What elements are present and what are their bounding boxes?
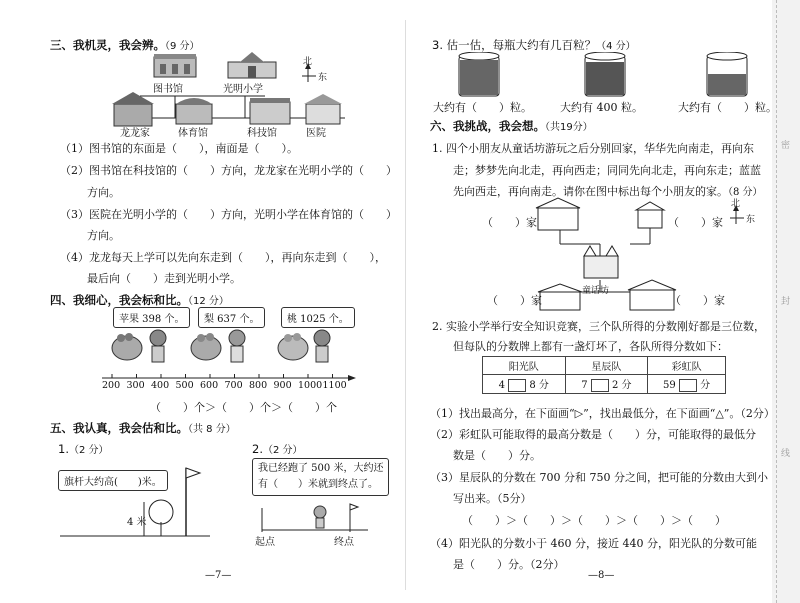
page-divider xyxy=(405,20,406,590)
r-s6-q1: （1）找出最高分，在下面画“▷”，找出最低分，在下面画“△”。（2分） xyxy=(430,407,775,420)
bubble-apple: 苹果 398 个。 xyxy=(113,307,190,328)
score-table xyxy=(482,356,726,394)
label-longlong: 龙龙家 xyxy=(120,128,150,139)
school-building xyxy=(228,52,276,78)
peach-basket xyxy=(278,333,308,360)
library-building xyxy=(154,54,196,77)
s3-q2b: 方向。 xyxy=(87,186,120,199)
s4-compare: （ ）个＞（ ）个＞（ ）个 xyxy=(150,401,337,414)
jar-3 xyxy=(707,52,747,96)
end-label: 终点 xyxy=(334,537,354,548)
house-south-east xyxy=(628,280,676,310)
seal-line xyxy=(776,0,778,603)
compass-north: 北 xyxy=(303,57,313,67)
broken-light-box xyxy=(508,379,526,392)
child-3 xyxy=(314,330,330,362)
page-number-left: —7— xyxy=(205,570,232,581)
margin-char-3: 线 xyxy=(781,449,791,459)
margin-char-2: 封 xyxy=(781,297,791,307)
team-score-1: 4 8 分 xyxy=(483,375,566,394)
r-p1a: 1. 四个小朋友从童话坊游玩之后分别回家，华华先向南走，再向东 xyxy=(432,142,754,155)
run-bubble: 我已经跑了 500 米，大约还 有（ ）米就到终点了。 xyxy=(252,458,389,496)
bubble-peach: 桃 1025 个。 xyxy=(281,307,355,328)
r-p1b: 走；梦梦先向北走，再向西走；同同先向北走，再向东走；蓝蓝 xyxy=(453,164,761,177)
s3-q4a: （4）龙龙每天上学可以先向东走到（ ），再向东走到（ ）， xyxy=(60,251,386,264)
team-header-2: 星辰队 xyxy=(565,357,648,375)
start-label: 起点 xyxy=(255,537,275,548)
house-north-west xyxy=(536,198,580,230)
jar-3-label: 大约有（ ）粒。 xyxy=(678,101,777,114)
pear-basket xyxy=(191,333,221,360)
jars-illustration xyxy=(455,52,755,97)
label-library: 图书馆 xyxy=(153,84,183,95)
s3-q3b: 方向。 xyxy=(87,229,120,242)
tree-height: 4 米 xyxy=(127,517,147,528)
jar-2 xyxy=(585,52,625,96)
number-line-tick-label: 600 xyxy=(200,380,219,391)
r-s6-q3b: 写出来。（5分） xyxy=(453,492,532,505)
compass-east-right: 东 xyxy=(746,215,756,225)
team-header-1: 阳光队 xyxy=(483,357,566,375)
s3-q1: （1）图书馆的东面是（ ），南面是（ ）。 xyxy=(60,142,298,155)
label-gym: 体育馆 xyxy=(178,128,208,139)
team-score-2: 7 2 分 xyxy=(565,375,648,394)
team-score-3: 59 分 xyxy=(648,375,726,394)
child-2 xyxy=(229,330,245,362)
castle xyxy=(584,246,618,278)
label-school: 光明小学 xyxy=(223,84,263,95)
flag-tree-illustration xyxy=(60,462,220,542)
home-se: （ ）家 xyxy=(670,294,725,307)
number-line-tick-label: 400 xyxy=(151,380,170,391)
number-line-tick-label: 700 xyxy=(224,380,243,391)
number-line-tick-label: 1000 xyxy=(298,380,323,391)
section-5-title: 五、我认真，我会估和比。（共 8 分） xyxy=(50,421,236,435)
label-hospital: 医院 xyxy=(306,128,326,139)
s3-q3a: （3）医院在光明小学的（ ）方向，光明小学在体育馆的（ ） xyxy=(60,208,397,221)
number-line-tick-label: 1100 xyxy=(322,380,347,391)
number-line-tick-label: 800 xyxy=(249,380,268,391)
house-north-east xyxy=(636,202,664,228)
team-header-3: 彩虹队 xyxy=(648,357,726,375)
r-s6-q2: （2）彩虹队可能取得的最高分数是（ ）分，可能取得的最低分 xyxy=(430,428,756,441)
r-s6-q4b: 是（ ）分。（2分） xyxy=(453,558,565,571)
house-south-west xyxy=(538,284,582,310)
number-line-tick-label: 200 xyxy=(102,380,121,391)
bubble-pear: 梨 637 个。 xyxy=(198,307,265,328)
label-tech: 科技馆 xyxy=(247,128,277,139)
jar-1-label: 大约有（ ）粒。 xyxy=(433,101,532,114)
number-line-tick-label: 300 xyxy=(126,380,145,391)
jar-2-label: 大约有 400 粒。 xyxy=(560,101,643,114)
s5-q2-label: 2.（2 分） xyxy=(252,442,303,456)
s5-q1-label: 1.（2 分） xyxy=(58,442,109,456)
r-s6-q3: （3）星辰队的分数在 700 分和 750 分之间，把可能的分数由大到小 xyxy=(430,471,768,484)
fruit-illustration xyxy=(110,326,360,368)
home-sw: （ ）家 xyxy=(487,294,542,307)
r-s6-q2b: 数是（ ）分。 xyxy=(453,449,541,462)
r-s6-q4: （4）阳光队的分数小于 460 分，接近 440 分，阳光队的分数可能 xyxy=(430,537,757,550)
s3-q2a: （2）图书馆在科技馆的（ ）方向，龙龙家在光明小学的（ ） xyxy=(60,164,397,177)
home-ne: （ ）家 xyxy=(668,216,723,229)
child-1 xyxy=(150,330,166,362)
flag-question: 旗杆大约高( )米。 xyxy=(58,470,168,491)
gym-building xyxy=(176,98,212,124)
hospital-building xyxy=(304,94,342,124)
jar-1 xyxy=(459,52,499,96)
number-line-tick-label: 500 xyxy=(175,380,194,391)
fairy-center-label: 童话坊 xyxy=(582,286,610,296)
apple-basket xyxy=(112,333,142,360)
compass-north-right: 北 xyxy=(731,199,741,209)
section-4-title: 四、我细心，我会标和比。（12 分） xyxy=(50,293,229,307)
number-line-tick-label: 900 xyxy=(273,380,292,391)
r-p2b: 但每队的分数牌上都有一盏灯坏了，各队所得分数如下： xyxy=(453,340,728,353)
longlong-home xyxy=(112,92,154,126)
broken-light-box xyxy=(679,379,697,392)
section-6-title: 六、我挑战，我会想。（共19分） xyxy=(430,119,593,133)
section-3-title: 三、我机灵，我会辨。（9 分） xyxy=(50,38,200,52)
broken-light-box xyxy=(591,379,609,392)
r-s6-q3c: （ ）＞（ ）＞（ ）＞（ ）＞（ ） xyxy=(462,514,726,527)
home-nw: （ ）家 xyxy=(482,216,537,229)
margin-char-1: 密 xyxy=(781,141,791,151)
track-illustration xyxy=(258,498,373,538)
page-number-right: —8— xyxy=(588,570,615,581)
s3-q4b: 最后向（ ）走到光明小学。 xyxy=(87,272,241,285)
r-q3-title: 3. 估一估，每瓶大约有几百粒？（4 分） xyxy=(432,38,636,52)
r-p2a: 2. 实验小学举行安全知识竞赛，三个队所得的分数刚好都是三位数， xyxy=(432,320,765,333)
r-p1c: 先向西走，再向南走。请你在图中标出每个小朋友的家。（8 分） xyxy=(453,185,763,198)
compass-east: 东 xyxy=(318,73,328,83)
tech-building xyxy=(250,98,290,124)
